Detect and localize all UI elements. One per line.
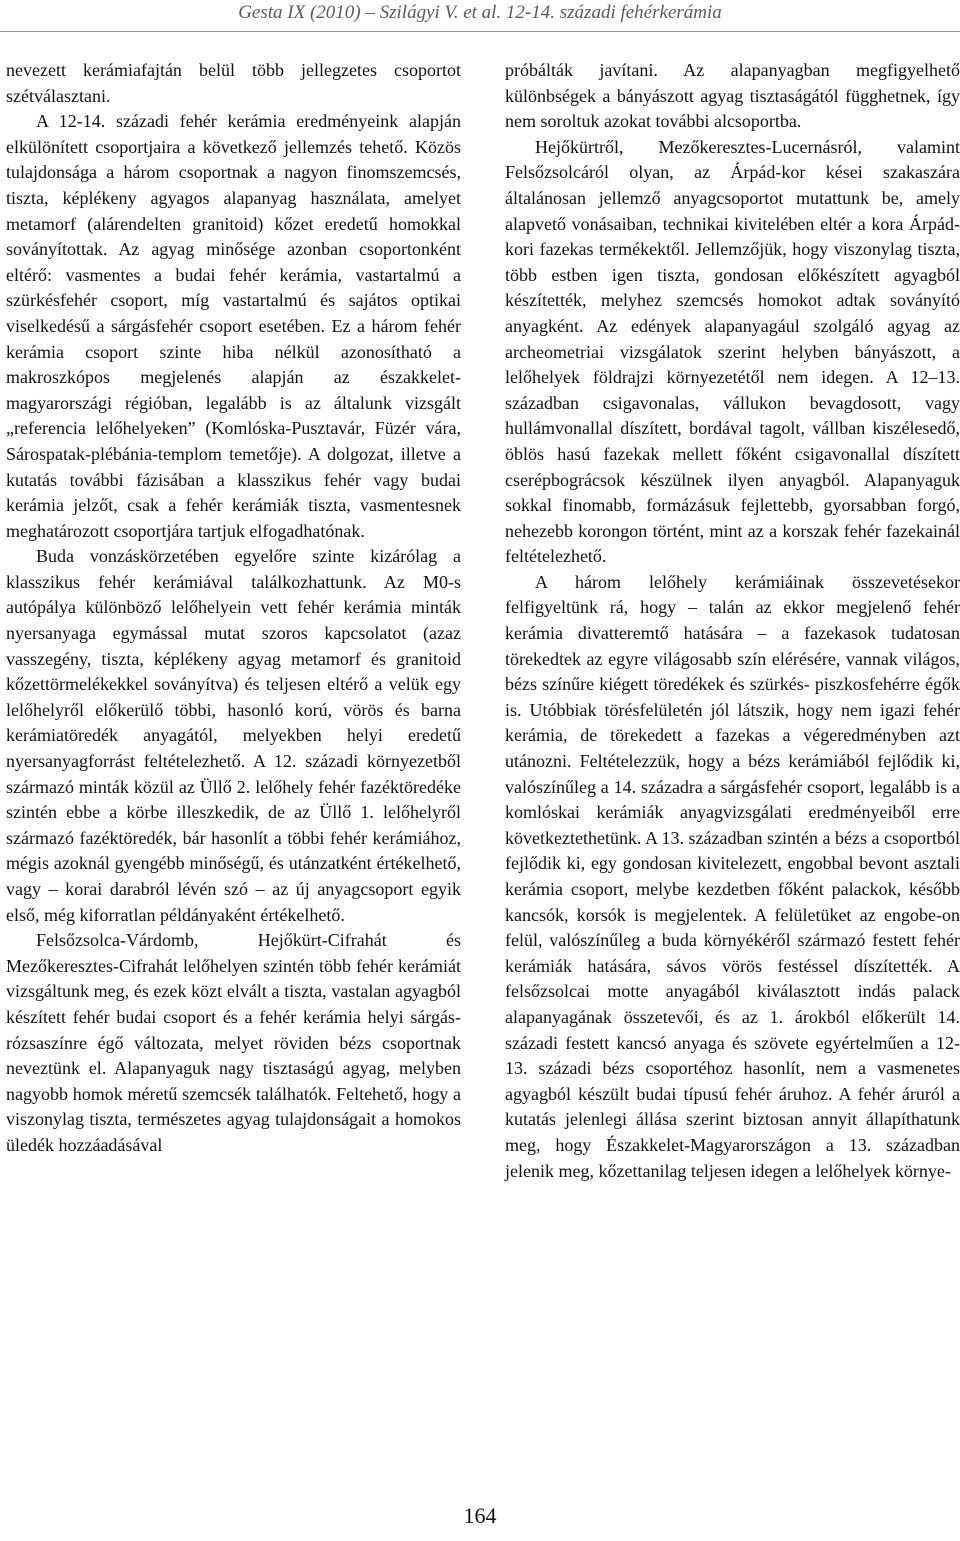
paragraph: Hejőkürtről, Mezőkeresztes-Lucernásról, valamint Felsőzsolcáról olyan, az Árpád-kor kései szakaszára általánosan jellemző anyagcsoportot mutattunk be, amely alapvető vonásaiban, technikai kivitelében eltér a kora Árpád-kori fazekas termékektől. Jellemzőjük, hogy viszonylag tiszta, több estben igen tiszta, gondosan előkészített agyagból készítették, melyhez szemcsés homokot adtak soványító anyagként. Az edények alapanyagául szolgáló agyag az archeometriai vizsgálatok szerint helyben bányászott, a lelőhelyek földrajzi környezetétől nem idegen. A 12–13. században csigavonalas, vállukon bevagdosott, vagy hullámvonallal díszített, bordával tagolt, vállban kiszélesedő, öblös hasú fazekak mellett főként csigavonallal díszített cserépbográcsok készülnek ilyen anyagból. Alapanyaguk sokkal finomabb, formázásuk fejlettebb, gyorsabban forgó, nehezebb korongon történt, mint az a korszak fehér fazekainál feltételezhető. <box>505 136 960 567</box>
paragraph: nevezett kerámiafajtán belül több jellegzetes csoportot szétválasztani. <box>6 60 461 106</box>
left-column <box>6 58 461 1159</box>
paragraph: Buda vonzáskörzetében egyelőre szinte kizárólag a klasszikus fehér kerámiával találkozhattunk. Az M0-s autópálya különböző lelőhelyein vett fehér kerámia minták nyersanyaga egymással mutat szoros kapcsolatot (azaz vasszegény, tiszta, képlékeny agyag metamorf és granitoid kőzettörmelékekkel soványítva) és teljesen eltérő a velük egy lelőhelyről előkerülő többi, hasonló korú, vörös és barna kerámiatöredék anyagától, melyekben helyi eredetű nyersanyagforrást feltételezhető. A 12. századi környezetből származó minták közül az Üllő 2. lelőhely fehér fazéktöredéke szintén ebbe a körbe illeszkedik, de az Üllő 1. lelőhelyről származó fazéktöredék, bár hasonlít a többi fehér kerámiához, mégis azoknál gyengébb minőségű, és utánzatként értékelhető, vagy – korai darabról lévén szó – az új anyagcsoport egyik első, még kiforratlan példányaként értékelhető. <box>6 546 461 925</box>
paragraph: próbálták javítani. Az alapanyagban megfigyelhető különbségek a bányászott agyag tisztaságától függhetnek, így nem soroltuk azokat további alcsoportba. <box>505 60 960 132</box>
header-rule <box>0 31 960 32</box>
running-header: Gesta IX (2010) – Szilágyi V. et al. 12-14. századi fehérkerámia <box>238 2 722 23</box>
right-column <box>505 58 960 1184</box>
paragraph: A 12-14. századi fehér kerámia eredményeink alapján elkülönített csoportjaira a következő jellemzés tehető. Közös tulajdonsága a három csoportnak a nagyon finomszemcsés, tiszta, képlékeny agyagos alapanyag használata, amelyet metamorf (alárendelten granitoid) kőzet eredetű homokkal soványítottak. Az agyag minősége azonban csoportonként eltérő: vasmentes a budai fehér kerámia, vastartalmú a szürkésfehér csoport, míg vastartalmú és sajátos optikai viselkedésű a sárgásfehér csoport esetében. Ez a három fehér kerámia csoport szinte hiba nélkül azonosítható a makroszkópos megjelenés alapján az északkelet-magyarországi régióban, legalább is az általunk vizsgált „referencia lelőhelyeken” (Komlóska-Pusztavár, Füzér vára, Sárospatak-plébánia-templom temetője). A dolgozat, illetve a kutatás további fázisában a klasszikus fehér vagy budai kerámia jelzőt, csak a fehér kerámiák tiszta, vasmentesnek meghatározott csoportjára tartjuk elfogadhatónak. <box>6 111 461 541</box>
paragraph: Felsőzsolca-Várdomb, Hejőkürt-Cifrahát és Mezőkeresztes-Cifrahát lelőhelyen szintén több fehér kerámiát vizsgáltunk meg, és ezek közt elvált a tiszta, vastalan agyagból készített fehér budai csoport és a fehér kerámia helyi sárgás-rózsaszínre égő változata, melyet röviden bézs csoportnak neveztünk el. Alapanyaguk nagy tisztaságú agyag, melyben nagyobb homok méretű szemcsék találhatók. Feltehető, hogy a viszonylag tiszta, természetes agyag tulajdonságait a homokos üledék hozzáadásával <box>6 930 461 1155</box>
paragraph: A három lelőhely kerámiáinak összevetésekor felfigyeltünk rá, hogy – talán az ekkor megjelenő fehér kerámia divatteremtő hatására – a fazekasok tudatosan törekedtek az egyre világosabb szín elérésére, vannak világos, bézs színűre kiégett töredékek és szürkés- piszkosfehérre égők is. Utóbbiak törésfelületén jól látszik, hogy nem igazi fehér kerámia, de törekedett a fazekas a végeredményben azt utánozni. Feltételezzük, hogy a bézs kerámiából fejlődik ki, valószínűleg a 14. századra a sárgásfehér csoport, legalább is a komlóskai kerámiák anyagvizsgálati eredményeiből erre következtethetünk. A 13. században szintén a bézs a csoportból fejlődik ki, egy gondosan kivitelezett, engobbal bevont asztali kerámia csoport, melybe kezdetben főként palackok, később kancsók, korsók is megjelentek. A felületüket az engobe-on felül, valószínűleg a buda környékéről származó festett fehér kerámiák hatására, sávos vörös festéssel díszítették. A felsőzsolcai motte anyagából kiválasztott indás palack alapanyagának összetevői, és az 1. árokból előkerült 14. századi festett kancsó anyaga és szövete egyértelműen a 12-13. századi bézs csoportéhoz hasonlít, nem a vasmenetes agyagból készült budai típusú fehér áruhoz. A fehér áruról a kutatás jelenlegi állása szerint biztosan annyit állapíthatunk meg, hogy Északkelet-Magyarországon a 13. században jelenik meg, kőzettanilag teljesen idegen a lelőhelyek környe- <box>505 571 960 1181</box>
page-number: 164 <box>463 1503 497 1528</box>
